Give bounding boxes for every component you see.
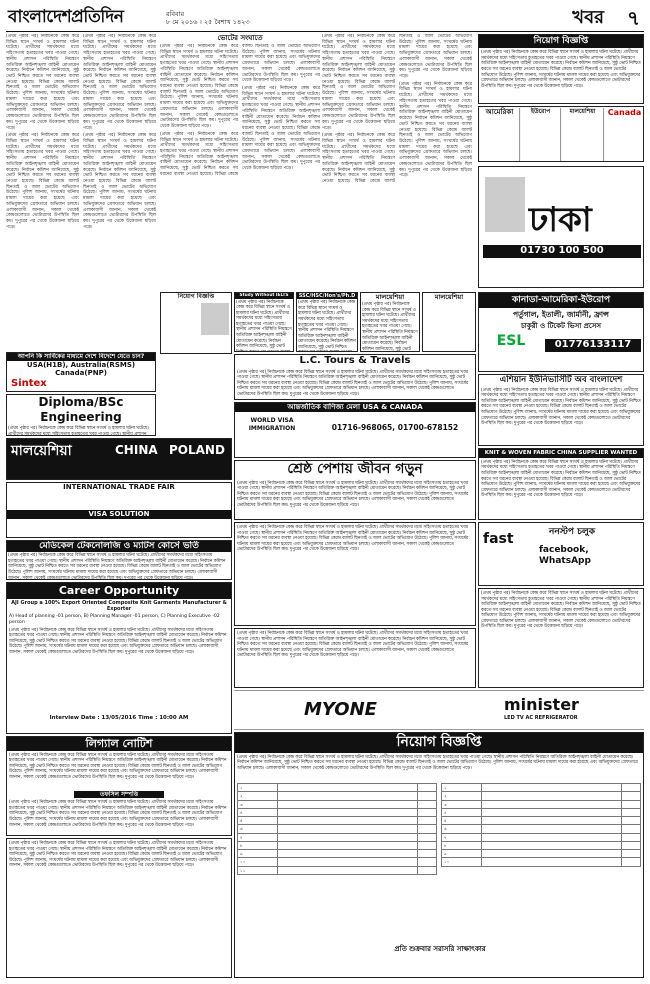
- career-body: (প্রথম পৃষ্ঠার পর) নির্বাচনকে কেন্দ্র করে বিভিন্ন স্থানে সংঘর্ষ ও হামলার ঘটনা ঘটেছে। প্রার্থীদের সমর্থকদের মধ্যে সহিংসতায় হতাহতের খবর পাওয়া গেছে। স্থানীয় প্রশাসন পরিস্থিতি নিয়ন্ত্রণে অতিরিক্ত আইনশৃঙ্খলা বাহিনী মোতায়েন করেছে। নির্বাচন কমিশন জানিয়েছে, সুষ্ঠু ভোট নিশ্চিত করতে সব ধরনের ব্যবস্থা নেওয়া হয়েছে। বিভিন্ন কেন্দ্রে ব্যালট ছিনতাই ও জাল ভোটের অভিযোগ উঠেছে। পুলিশ জানায়, সংঘর্ষের ঘটনায় মামলা দায়ের করা হয়েছে এবং অভিযুক্তদের গ্রেফতারে অভিযান চলছে। এলাকাবাসী জানান, সকাল থেকেই কেন্দ্রগুলোতে ভোটারদের উপস্থিতি ছিল কম। দুপুরের পর থেকে উত্তেজনা ছড়িয়ে পড়ে।: [237, 480, 469, 508]
- ssc-title: SSC/HSC/Hon's/Ph.D: [298, 293, 356, 299]
- ad-title: কানাডা-আমেরিকা-ইউরোপ: [479, 293, 643, 308]
- row-position: [482, 858, 621, 866]
- row-number: ৭: [442, 833, 482, 841]
- row-number: ১০: [238, 858, 278, 866]
- row-number: ১০: [442, 858, 482, 866]
- date: ৮ মে ২০১৬ । ২৫ বৈশাখ ১৪২৩: [166, 18, 250, 27]
- knit-body: (প্রথম পৃষ্ঠার পর) নির্বাচনকে কেন্দ্র করে বিভিন্ন স্থানে সংঘর্ষ ও হামলার ঘটনা ঘটেছে। প্রার্থীদের সমর্থকদের মধ্যে সহিংসতায় হতাহতের খবর পাওয়া গেছে। স্থানীয় প্রশাসন পরিস্থিতি নিয়ন্ত্রণে অতিরিক্ত আইনশৃঙ্খলা বাহিনী মোতায়েন করেছে। নির্বাচন কমিশন জানিয়েছে, সুষ্ঠু ভোট নিশ্চিত করতে সব ধরনের ব্যবস্থা নেওয়া হয়েছে। বিভিন্ন কেন্দ্রে ব্যালট ছিনতাই ও জাল ভোটের অভিযোগ উঠেছে। পুলিশ জানায়, সংঘর্ষের ঘটনায় মামলা দায়ের করা হয়েছে এবং অভিযুক্তদের গ্রেফতারে অভিযান চলছে। এলাকাবাসী জানান, সকাল থেকেই কেন্দ্রগুলোতে ভোটারদের উপস্থিতি ছিল কম। দুপুরের পর থেকে উত্তেজনা ছড়িয়ে পড়ে।: [481, 459, 641, 499]
- america-label: আমেরিকা: [485, 108, 514, 116]
- study-ad: [234, 292, 294, 352]
- row-number: ৮: [442, 841, 482, 849]
- table-row: [442, 858, 641, 866]
- row-number: ৪: [238, 808, 278, 816]
- row-position: [482, 833, 621, 841]
- article-text: (প্রথম পৃষ্ঠার পর) নির্বাচনকে কেন্দ্র করে বিভিন্ন স্থানে সংঘর্ষ ও হামলার ঘটনা ঘটেছে। প্রার্থীদের সমর্থকদের মধ্যে সহিংসতায় হতাহতের খবর পাওয়া গেছে। স্থানীয় প্রশাসন পরিস্থিতি নিয়ন্ত্রণে অতিরিক্ত আইনশৃঙ্খলা বাহিনী মোতায়েন করেছে। নির্বাচন কমিশন জানিয়েছে, সুষ্ঠু ভোট নিশ্চিত করতে সব ধরনের ব্যবস্থা নেওয়া হয়েছে। বিভিন্ন কেন্দ্রে ব্যালট ছিনতাই ও জাল ভোটের অভিযোগ উঠেছে। পুলিশ জানায়, সংঘর্ষের ঘটনায় মামলা দায়ের করা হয়েছে এবং অভিযুক্তদের গ্রেফতারে অভিযান চলছে। এলাকাবাসী জানান, সকাল থেকেই কেন্দ্রগুলোতে ভোটারদের উপস্থিতি ছিল কম। দুপুরের পর থেকে উত্তেজনা ছড়িয়ে পড়ে।: [242, 86, 320, 172]
- trade-fair-ad: [6, 482, 232, 538]
- row-position: [278, 825, 417, 833]
- job-table-left: [237, 783, 437, 875]
- minister-products: LED TV AC REFRIGERATOR: [504, 715, 578, 721]
- career-positions: A) Head of planning -01 person, B) Planning Manager -01 person, C) Planning Executive -02 person: [9, 614, 220, 625]
- article-text: (প্রথম পৃষ্ঠার পর) নির্বাচনকে কেন্দ্র করে বিভিন্ন স্থানে সংঘর্ষ ও হামলার ঘটনা ঘটেছে। প্রার্থীদের সমর্থকদের মধ্যে সহিংসতায় হতাহতের খবর পাওয়া গেছে। স্থানীয় প্রশাসন পরিস্থিতি নিয়ন্ত্রণে অতিরিক্ত আইনশৃঙ্খলা বাহিনী মোতায়েন করেছে। নির্বাচন কমিশন জানিয়েছে, সুষ্ঠু ভোট নিশ্চিত করতে সব ধরনের ব্যবস্থা নেওয়া হয়েছে। বিভিন্ন কেন্দ্রে ব্যালট ছিনতাই ও জাল ভোটের অভিযোগ উঠেছে। পুলিশ জানায়, সংঘর্ষের ঘটনায় মামলা দায়ের করা হয়েছে এবং অভিযুক্তদের গ্রেফতারে অভিযান চলছে। এলাকাবাসী জানান, সকাল থেকেই কেন্দ্রগুলোতে ভোটারদের উপস্থিতি ছিল কম। দুপুরের পর থেকে উত্তেজনা ছড়িয়ে পড়ে।: [6, 133, 79, 230]
- row-position: [482, 841, 621, 849]
- table-row: [442, 800, 641, 808]
- myone-logo: MYONE: [304, 699, 377, 720]
- career-body-2: (প্রথম পৃষ্ঠার পর) নির্বাচনকে কেন্দ্র করে বিভিন্ন স্থানে সংঘর্ষ ও হামলার ঘটনা ঘটেছে। প্রার্থীদের সমর্থকদের মধ্যে সহিংসতায় হতাহতের খবর পাওয়া গেছে। স্থানীয় প্রশাসন পরিস্থিতি নিয়ন্ত্রণে অতিরিক্ত আইনশৃঙ্খলা বাহিনী মোতায়েন করেছে। নির্বাচন কমিশন জানিয়েছে, সুষ্ঠু ভোট নিশ্চিত করতে সব ধরনের ব্যবস্থা নেওয়া হয়েছে। বিভিন্ন কেন্দ্রে ব্যালট ছিনতাই ও জাল ভোটের অভিযোগ উঠেছে। পুলিশ জানায়, সংঘর্ষের ঘটনায় মামলা দায়ের করা হয়েছে এবং অভিযুক্তদের গ্রেফতারে অভিযান চলছে। এলাকাবাসী জানান, সকাল থেকেই কেন্দ্রগুলোতে ভোটারদের উপস্থিতি ছিল কম। দুপুরের পর থেকে উত্তেজনা ছড়িয়ে পড়ে।: [9, 627, 227, 656]
- job-ad-photo: [160, 292, 232, 354]
- diploma-ad: [6, 394, 156, 436]
- row-number: ২: [442, 792, 482, 800]
- table-row: [238, 792, 437, 800]
- poland-label: POLAND: [169, 443, 225, 457]
- dhaka-ad: [478, 166, 644, 288]
- career-ad-center: [234, 460, 476, 520]
- row-salary: [417, 817, 436, 825]
- job-ad-top-right: [478, 34, 644, 104]
- table-row: [442, 808, 641, 816]
- table-row: [238, 850, 437, 858]
- lc-tours-ad: [234, 354, 476, 400]
- news-columns-left: [6, 34, 156, 350]
- medical-title: মেডিকেল টেকনোলজি ও ম্যাটস কোর্সে ভর্তি: [7, 541, 231, 552]
- ad-services: চাকুরী ও টিকেট ভিসা প্রসেস: [521, 321, 601, 330]
- row-salary: [621, 858, 640, 866]
- fast-net-ad: [478, 522, 644, 586]
- row-salary: [621, 800, 640, 808]
- row-position: [278, 800, 417, 808]
- row-salary: [621, 792, 640, 800]
- row-position: [482, 792, 621, 800]
- center-table-ad: [234, 628, 476, 688]
- day: রবিবার: [166, 10, 185, 18]
- row-number: ৮: [238, 841, 278, 849]
- row-number: ৯: [238, 850, 278, 858]
- center-bottom-body: (প্রথম পৃষ্ঠার পর) নির্বাচনকে কেন্দ্র করে বিভিন্ন স্থানে সংঘর্ষ ও হামলার ঘটনা ঘটেছে। প্রার্থীদের সমর্থকদের মধ্যে সহিংসতায় হতাহতের খবর পাওয়া গেছে। স্থানীয় প্রশাসন পরিস্থিতি নিয়ন্ত্রণে অতিরিক্ত আইনশৃঙ্খলা বাহিনী মোতায়েন করেছে। নির্বাচন কমিশন জানিয়েছে, সুষ্ঠু ভোট নিশ্চিত করতে সব ধরনের ব্যবস্থা নেওয়া হয়েছে। বিভিন্ন কেন্দ্রে ব্যালট ছিনতাই ও জাল ভোটের অভিযোগ উঠেছে। পুলিশ জানায়, সংঘর্ষের ঘটনায় মামলা দায়ের করা হয়েছে এবং অভিযুক্তদের গ্রেফতারে অভিযান চলছে। এলাকাবাসী জানান, সকাল থেকেই কেন্দ্রগুলোতে ভোটারদের উপস্থিতি ছিল কম। দুপুরের পর থেকে উত্তেজনা ছড়িয়ে পড়ে।: [237, 525, 469, 553]
- row-salary: [621, 833, 640, 841]
- row-salary: [417, 866, 436, 874]
- table-row: [442, 817, 641, 825]
- visa-ads-row: [478, 106, 644, 162]
- row-salary: [417, 792, 436, 800]
- row-number: ৭: [238, 833, 278, 841]
- canada-europe-ad: [478, 292, 644, 372]
- study-title: Study Without IELTS: [235, 293, 293, 299]
- table-row: [442, 784, 641, 792]
- usa-canada-title: আন্তর্জাতিক বাণিজ্য মেলা USA & CANADA: [235, 403, 475, 412]
- row-position: [482, 808, 621, 816]
- article-heading: ভোটের সংঘাতে: [217, 34, 263, 42]
- row-position: [482, 825, 621, 833]
- news-columns-center-right: [322, 34, 472, 288]
- study-body: (প্রথম পৃষ্ঠার পর) নির্বাচনকে কেন্দ্র করে বিভিন্ন স্থানে সংঘর্ষ ও হামলার ঘটনা ঘটেছে। প্রার্থীদের সমর্থকদের মধ্যে সহিংসতায় হতাহতের খবর পাওয়া গেছে। স্থানীয় প্রশাসন পরিস্থিতি নিয়ন্ত্রণে অতিরিক্ত আইনশৃঙ্খলা বাহিনী মোতায়েন করেছে। নির্বাচন কমিশন জানিয়েছে, সুষ্ঠু ভোট: [236, 299, 292, 350]
- europe-label: ইউরোপ: [530, 108, 551, 115]
- asian-body: (প্রথম পৃষ্ঠার পর) নির্বাচনকে কেন্দ্র করে বিভিন্ন স্থানে সংঘর্ষ ও হামলার ঘটনা ঘটেছে। প্রার্থীদের সমর্থকদের মধ্যে সহিংসতায় হতাহতের খবর পাওয়া গেছে। স্থানীয় প্রশাসন পরিস্থিতি নিয়ন্ত্রণে অতিরিক্ত আইনশৃঙ্খলা বাহিনী মোতায়েন করেছে। নির্বাচন কমিশন জানিয়েছে, সুষ্ঠু ভোট নিশ্চিত করতে সব ধরনের ব্যবস্থা নেওয়া হয়েছে। বিভিন্ন কেন্দ্রে ব্যালট ছিনতাই ও জাল ভোটের অভিযোগ উঠেছে। পুলিশ জানায়, সংঘর্ষের ঘটনায় মামলা দায়ের করা হয়েছে এবং অভিযুক্তদের গ্রেফতারে অভিযান চলছে। এলাকাবাসী জানান, সকাল থেকেই কেন্দ্রগুলোতে ভোটারদের উপস্থিতি ছিল কম। দুপুরের পর থেকে উত্তেজনা ছড়িয়ে পড়ে।: [481, 387, 641, 427]
- schedule-title: তফসিল সম্পত্তি: [74, 791, 164, 799]
- malaysia-ad-3: [422, 292, 476, 352]
- dhaka-phone: 01730 100 500: [483, 245, 641, 258]
- row-salary: [417, 858, 436, 866]
- job-requirements-ad: [478, 588, 644, 688]
- row-number: ৪: [442, 808, 482, 816]
- table-row: [238, 800, 437, 808]
- trade-fair-title: INTERNATIONAL TRADE FAIR: [63, 483, 175, 491]
- row-salary: [621, 784, 640, 792]
- page-number: ৭: [626, 6, 640, 30]
- row-salary: [621, 850, 640, 858]
- row-salary: [621, 841, 640, 849]
- requirements-body: (প্রথম পৃষ্ঠার পর) নির্বাচনকে কেন্দ্র করে বিভিন্ন স্থানে সংঘর্ষ ও হামলার ঘটনা ঘটেছে। প্রার্থীদের সমর্থকদের মধ্যে সহিংসতায় হতাহতের খবর পাওয়া গেছে। স্থানীয় প্রশাসন পরিস্থিতি নিয়ন্ত্রণে অতিরিক্ত আইনশৃঙ্খলা বাহিনী মোতায়েন করেছে। নির্বাচন কমিশন জানিয়েছে, সুষ্ঠু ভোট নিশ্চিত করতে সব ধরনের ব্যবস্থা নেওয়া হয়েছে। বিভিন্ন কেন্দ্রে ব্যালট ছিনতাই ও জাল ভোটের অভিযোগ উঠেছে। পুলিশ জানায়, সংঘর্ষের ঘটনায় মামলা দায়ের করা হয়েছে এবং অভিযুক্তদের গ্রেফতারে অভিযান চলছে। এলাকাবাসী জানান, সকাল থেকেই কেন্দ্রগুলোতে ভোটারদের উপস্থিতি ছিল কম। দুপুরের পর থেকে উত্তেজনা ছড়িয়ে পড়ে।: [481, 591, 641, 630]
- career-company: AJI Group a 100% Export Oriented Composite Knit Garments Manufacturer & Exporter: [11, 599, 227, 612]
- lc-title: L.C. Tours & Travels: [299, 355, 411, 366]
- row-salary: [621, 825, 640, 833]
- row-salary: [417, 841, 436, 849]
- dhaka-title: ঢাকা: [529, 200, 592, 240]
- fast-logo: fast: [483, 531, 514, 547]
- row-number: ৩: [442, 800, 482, 808]
- article-text: (প্রথম পৃষ্ঠার পর) নির্বাচনকে কেন্দ্র করে বিভিন্ন স্থানে সংঘর্ষ ও হামলার ঘটনা ঘটেছে। প্রার্থীদের সমর্থকদের মধ্যে সহিংসতায় হতাহতের খবর পাওয়া গেছে। স্থানীয় প্রশাসন পরিস্থিতি নিয়ন্ত্রণে অতিরিক্ত আইনশৃঙ্খলা বাহিনী মোতায়েন করেছে। নির্বাচন কমিশন জানিয়েছে, সুষ্ঠু ভোট নিশ্চিত করতে সব ধরনের ব্যবস্থা নেওয়া হয়েছে। বিভিন্ন কেন্দ্রে ব্যালট ছিনতাই ও জাল ভোটের অভিযোগ উঠেছে। পুলিশ জানায়, সংঘর্ষের ঘটনায় মামলা দায়ের করা হয়েছে এবং অভিযুক্তদের গ্রেফতারে অভিযান চলছে। এলাকাবাসী জানান, সকাল থেকেই কেন্দ্রগুলোতে ভোটারদের উপস্থিতি ছিল কম। দুপুরের পর থেকে উত্তেজনা ছড়িয়ে পড়ে।: [160, 44, 320, 177]
- knit-title: KNIT & WOVEN FABRIC CHINA SUPPLIER WANTED: [479, 449, 643, 458]
- medical-body: (প্রথম পৃষ্ঠার পর) নির্বাচনকে কেন্দ্র করে বিভিন্ন স্থানে সংঘর্ষ ও হামলার ঘটনা ঘটেছে। প্রার্থীদের সমর্থকদের মধ্যে সহিংসতায় হতাহতের খবর পাওয়া গেছে। স্থানীয় প্রশাসন পরিস্থিতি নিয়ন্ত্রণে অতিরিক্ত আইনশৃঙ্খলা বাহিনী মোতায়েন করেছে। নির্বাচন কমিশন জানিয়েছে, সুষ্ঠু ভোট নিশ্চিত করতে সব ধরনের ব্যবস্থা নেওয়া হয়েছে। বিভিন্ন কেন্দ্রে ব্যালট ছিনতাই ও জাল ভোটের অভিযোগ উঠেছে। পুলিশ জানায়, সংঘর্ষের ঘটনায় মামলা দায়ের করা হয়েছে এবং অভিযুক্তদের গ্রেফতারে অভিযান চলছে। এলাকাবাসী জানান, সকাল থেকেই কেন্দ্রগুলোতে ভোটারদের উপস্থিতি ছিল কম। দুপুরের পর থেকে উত্তেজনা ছড়িয়ে পড়ে।: [8, 553, 226, 580]
- row-number: ৫: [238, 817, 278, 825]
- table-row: [442, 850, 641, 858]
- table-row: [238, 784, 437, 792]
- china-label: CHINA: [115, 443, 158, 457]
- row-position: [482, 817, 621, 825]
- row-position: [278, 817, 417, 825]
- table-row: [442, 825, 641, 833]
- job-title-2: নিয়োগ বিজ্ঞপ্তি: [177, 293, 215, 300]
- row-salary: [621, 817, 640, 825]
- table-row: [238, 825, 437, 833]
- row-salary: [417, 784, 436, 792]
- row-number: ৯: [442, 850, 482, 858]
- row-number: ১: [238, 784, 278, 792]
- job-ad-title: নিয়োগ বিজ্ঞপ্তি: [479, 35, 643, 48]
- row-number: ১: [442, 784, 482, 792]
- masthead: [6, 6, 644, 32]
- row-salary: [417, 800, 436, 808]
- row-number: ৬: [442, 825, 482, 833]
- row-position: [278, 808, 417, 816]
- lc-body: (প্রথম পৃষ্ঠার পর) নির্বাচনকে কেন্দ্র করে বিভিন্ন স্থানে সংঘর্ষ ও হামলার ঘটনা ঘটেছে। প্রার্থীদের সমর্থকদের মধ্যে সহিংসতায় হতাহতের খবর পাওয়া গেছে। স্থানীয় প্রশাসন পরিস্থিতি নিয়ন্ত্রণে অতিরিক্ত আইনশৃঙ্খলা বাহিনী মোতায়েন করেছে। নির্বাচন কমিশন জানিয়েছে, সুষ্ঠু ভোট নিশ্চিত করতে সব ধরনের ব্যবস্থা নেওয়া হয়েছে। বিভিন্ন কেন্দ্রে ব্যালট ছিনতাই ও জাল ভোটের অভিযোগ উঠেছে। পুলিশ জানায়, সংঘর্ষের ঘটনায় মামলা দায়ের করা হয়েছে এবং অভিযুক্তদের গ্রেফতারে অভিযান চলছে। এলাকাবাসী জানান, সকাল থেকেই কেন্দ্রগুলোতে ভোটারদের উপস্থিতি ছিল কম। দুপুরের পর থেকে উত্তেজনা ছড়িয়ে পড়ে।: [237, 369, 469, 397]
- diploma-title: Diploma/BSc Engineering: [38, 395, 124, 424]
- article-text: (প্রথম পৃষ্ঠার পর) নির্বাচনকে কেন্দ্র করে বিভিন্ন স্থানে সংঘর্ষ ও হামলার ঘটনা ঘটেছে। প্রার্থীদের সমর্থকদের মধ্যে সহিংসতায় হতাহতের খবর পাওয়া গেছে। স্থানীয় প্রশাসন পরিস্থিতি নিয়ন্ত্রণে অতিরিক্ত আইনশৃঙ্খলা বাহিনী মোতায়েন করেছে। নির্বাচন কমিশন জানিয়েছে, সুষ্ঠু ভোট নিশ্চিত করতে সব ধরনের ব্যবস্থা নেওয়া হয়েছে। বিভিন্ন কেন্দ্রে ব্যালট ছিনতাই ও জাল ভোটের অভিযোগ উঠেছে। পুলিশ জানায়, সংঘর্ষের ঘটনায় মামলা দায়ের করা হয়েছে এবং অভিযুক্তদের গ্রেফতারে অভিযান চলছে। এলাকাবাসী জানান, সকাল থেকেই কেন্দ্রগুলোতে ভোটারদের উপস্থিতি ছিল কম। দুপুরের পর থেকে উত্তেজনা ছড়িয়ে পড়ে।: [83, 133, 156, 230]
- asian-university-ad: [478, 374, 644, 446]
- row-position: [482, 784, 621, 792]
- bottom-job-intro: (প্রথম পৃষ্ঠার পর) নির্বাচনকে কেন্দ্র করে বিভিন্ন স্থানে সংঘর্ষ ও হামলার ঘটনা ঘটেছে। প্রার্থীদের সমর্থকদের মধ্যে সহিংসতায় হতাহতের খবর পাওয়া গেছে। স্থানীয় প্রশাসন পরিস্থিতি নিয়ন্ত্রণে অতিরিক্ত আইনশৃঙ্খলা বাহিনী মোতায়েন করেছে। নির্বাচন কমিশন জানিয়েছে, সুষ্ঠু ভোট নিশ্চিত করতে সব ধরনের ব্যবস্থা নেওয়া হয়েছে। বিভিন্ন কেন্দ্রে ব্যালট ছিনতাই ও জাল ভোটের অভিযোগ উঠেছে। পুলিশ জানায়, সংঘর্ষের ঘটনায় মামলা দায়ের করা হয়েছে এবং অভিযুক্তদের গ্রেফতারে অভিযান চলছে। এলাকাবাসী জানান, সকাল থেকেই কেন্দ্রগুলোতে ভোটারদের উপস্থিতি ছিল কম। দুপুরের পর থেকে উত্তেজনা ছড়িয়ে পড়ে।: [237, 754, 638, 771]
- career-title: শ্রেষ্ঠ পেশায় জীবন গড়ুন: [287, 461, 423, 477]
- section-name: খবর: [572, 7, 604, 28]
- person-photo: [485, 177, 525, 232]
- usa-subtitle: USA(H1B), Australia(RSMS) Canada(PNP): [26, 360, 136, 378]
- ad-countries: পর্তুগাল, ইতালী, জার্মানী, ফ্রান্স: [513, 310, 609, 320]
- table-row: [442, 833, 641, 841]
- article-text: (প্রথম পৃষ্ঠার পর) নির্বাচনকে কেন্দ্র করে বিভিন্ন স্থানে সংঘর্ষ ও হামলার ঘটনা ঘটেছে। প্রার্থীদের সমর্থকদের মধ্যে সহিংসতায় হতাহতের খবর পাওয়া গেছে। স্থানীয় প্রশাসন পরিস্থিতি নিয়ন্ত্রণে অতিরিক্ত আইনশৃঙ্খলা বাহিনী মোতায়েন করেছে। নির্বাচন কমিশন জানিয়েছে, সুষ্ঠু ভোট নিশ্চিত করতে সব ধরনের ব্যবস্থা নেওয়া হয়েছে। বিভিন্ন কেন্দ্রে ব্যালট ছিনতাই ও জাল ভোটের অভিযোগ উঠেছে। পুলিশ জানায়, সংঘর্ষের ঘটনায় মামলা দায়ের করা হয়েছে এবং অভিযুক্তদের গ্রেফতারে অভিযান চলছে। এলাকাবাসী জানান, সকাল থেকেই কেন্দ্রগুলোতে ভোটারদের উপস্থিতি ছিল কম। দুপুরের পর থেকে উত্তেজনা ছড়িয়ে পড়ে।: [6, 34, 79, 131]
- center-table-body: (প্রথম পৃষ্ঠার পর) নির্বাচনকে কেন্দ্র করে বিভিন্ন স্থানে সংঘর্ষ ও হামলার ঘটনা ঘটেছে। প্রার্থীদের সমর্থকদের মধ্যে সহিংসতায় হতাহতের খবর পাওয়া গেছে। স্থানীয় প্রশাসন পরিস্থিতি নিয়ন্ত্রণে অতিরিক্ত আইনশৃঙ্খলা বাহিনী মোতায়েন করেছে। নির্বাচন কমিশন জানিয়েছে, সুষ্ঠু ভোট নিশ্চিত করতে সব ধরনের ব্যবস্থা নেওয়া হয়েছে। বিভিন্ন কেন্দ্রে ব্যালট ছিনতাই ও জাল ভোটের অভিযোগ উঠেছে। পুলিশ জানায়, সংঘর্ষের ঘটনায় মামলা দায়ের করা হয়েছে এবং অভিযুক্তদের গ্রেফতারে অভিযান চলছে। এলাকাবাসী জানান, সকাল থেকেই কেন্দ্রগুলোতে ভোটারদের উপস্থিতি ছিল কম। দুপুরের পর থেকে উত্তেজনা ছড়িয়ে পড়ে।: [237, 631, 469, 659]
- row-salary: [417, 833, 436, 841]
- world-visa: WORLD VISA IMMIGRATION: [248, 417, 296, 432]
- diploma-body: (প্রথম পৃষ্ঠার পর) নির্বাচনকে কেন্দ্র করে বিভিন্ন স্থানে সংঘর্ষ ও হামলার ঘটনা ঘটেছে। প্রার্থীদের সমর্থকদের মধ্যে সহিংসতায় হতাহতের খবর পাওয়া গেছে। স্থানীয় প্রশাসন: [8, 426, 149, 436]
- row-number: ২: [238, 792, 278, 800]
- malaysia-china-poland-ad: [6, 438, 232, 480]
- bottom-job-ad: [234, 732, 644, 978]
- esl-logo: ESL: [496, 333, 526, 349]
- job-table-right: [441, 783, 641, 867]
- knit-supplier-ad: [478, 448, 644, 520]
- row-position: [278, 784, 417, 792]
- row-salary: [417, 808, 436, 816]
- row-position: [278, 866, 417, 874]
- asian-title: এশিয়ান ইউনিভার্সিটি অব বাংলাদেশ: [499, 375, 623, 385]
- row-position: [278, 792, 417, 800]
- row-number: ১১: [238, 866, 278, 874]
- article-text: (প্রথম পৃষ্ঠার পর) নির্বাচনকে কেন্দ্র করে বিভিন্ন স্থানে সংঘর্ষ ও হামলার ঘটনা ঘটেছে। প্রার্থীদের সমর্থকদের মধ্যে সহিংসতায় হতাহতের খবর পাওয়া গেছে। স্থানীয় প্রশাসন পরিস্থিতি নিয়ন্ত্রণে অতিরিক্ত আইনশৃঙ্খলা বাহিনী মোতায়েন করেছে। নির্বাচন কমিশন জানিয়েছে, সুষ্ঠু ভোট নিশ্চিত করতে সব ধরনের ব্যবস্থা নেওয়া হয়েছে। বিভিন্ন কেন্দ্রে ব্যালট ছিনতাই ও জাল ভোটের অভিযোগ উঠেছে। পুলিশ জানায়, সংঘর্ষের ঘটনায় মামলা দায়ের করা হয়েছে এবং অভিযুক্তদের গ্রেফতারে অভিযান চলছে। এলাকাবাসী জানান, সকাল থেকেই কেন্দ্রগুলোতে ভোটারদের উপস্থিতি ছিল কম। দুপুরের পর থেকে উত্তেজনা ছড়িয়ে পড়ে।: [160, 44, 238, 130]
- schedule-body: (প্রথম পৃষ্ঠার পর) নির্বাচনকে কেন্দ্র করে বিভিন্ন স্থানে সংঘর্ষ ও হামলার ঘটনা ঘটেছে। প্রার্থীদের সমর্থকদের মধ্যে সহিংসতায় হতাহতের খবর পাওয়া গেছে। স্থানীয় প্রশাসন পরিস্থিতি নিয়ন্ত্রণে অতিরিক্ত আইনশৃঙ্খলা বাহিনী মোতায়েন করেছে। নির্বাচন কমিশন জানিয়েছে, সুষ্ঠু ভোট নিশ্চিত করতে সব ধরনের ব্যবস্থা নেওয়া হয়েছে। বিভিন্ন কেন্দ্রে ব্যালট ছিনতাই ও জাল ভোটের অভিযোগ উঠেছে। পুলিশ জানায়, সংঘর্ষের ঘটনায় মামলা দায়ের করা হয়েছে এবং অভিযুক্তদের গ্রেফতারে অভিযান চলছে। এলাকাবাসী জানান, সকাল থেকেই কেন্দ্রগুলোতে ভোটারদের উপস্থিতি ছিল কম। দুপুরের পর থেকে উত্তেজনা ছড়িয়ে পড়ে।: [9, 800, 227, 828]
- article-text: (প্রথম পৃষ্ঠার পর) নির্বাচনকে কেন্দ্র করে বিভিন্ন স্থানে সংঘর্ষ ও হামলার ঘটনা ঘটেছে। প্রার্থীদের সমর্থকদের মধ্যে সহিংসতায় হতাহতের খবর পাওয়া গেছে। স্থানীয় প্রশাসন পরিস্থিতি নিয়ন্ত্রণে অতিরিক্ত আইনশৃঙ্খলা বাহিনী মোতায়েন করেছে। নির্বাচন কমিশন জানিয়েছে, সুষ্ঠু ভোট নিশ্চিত করতে সব ধরনের ব্যবস্থা নেওয়া হয়েছে। বিভিন্ন কেন্দ্রে ব্যালট ছিনতাই ও জাল ভোটের অভিযোগ উঠেছে। পুলিশ জানায়, সংঘর্ষের ঘটনায় মামলা দায়ের করা হয়েছে এবং অভিযুক্তদের গ্রেফতারে অভিযান চলছে। এলাকাবাসী জানান, সকাল থেকেই কেন্দ্রগুলোতে ভোটারদের উপস্থিতি ছিল কম। দুপুরের পর থেকে উত্তেজনা ছড়িয়ে পড়ে।: [322, 34, 395, 131]
- row-number: ৩: [238, 800, 278, 808]
- newspaper-logo: বাংলাদেশপ্রতিদিন: [8, 7, 124, 27]
- row-position: [278, 850, 417, 858]
- malaysia-title: মালয়েশিয়া: [375, 293, 405, 301]
- table-row: [238, 817, 437, 825]
- row-salary: [417, 825, 436, 833]
- malaysia-body: (প্রথম পৃষ্ঠার পর) নির্বাচনকে কেন্দ্র করে বিভিন্ন স্থানে সংঘর্ষ ও হামলার ঘটনা ঘটেছে। প্রার্থীদের সমর্থকদের মধ্যে সহিংসতায় হতাহতের খবর পাওয়া গেছে। স্থানীয় প্রশাসন পরিস্থিতি নিয়ন্ত্রণে অতিরিক্ত আইনশৃঙ্খলা বাহিনী মোতায়েন করেছে। নির্বাচন কমিশন জানিয়েছে, সুষ্ঠু ভোট: [362, 302, 418, 352]
- usa-phone: 01716-968065, 01700-678152: [331, 423, 459, 432]
- person-photo-2: [201, 303, 229, 335]
- facebook-text: facebook, WhatsApp: [539, 545, 591, 567]
- nonstop-text: ননস্টপ চলুক: [549, 527, 596, 537]
- malaysia-big: মালয়েশিয়া: [11, 443, 72, 459]
- ssc-body: (প্রথম পৃষ্ঠার পর) নির্বাচনকে কেন্দ্র করে বিভিন্ন স্থানে সংঘর্ষ ও হামলার ঘটনা ঘটেছে। প্রার্থীদের সমর্থকদের মধ্যে সহিংসতায় হতাহতের খবর পাওয়া গেছে। স্থানীয় প্রশাসন পরিস্থিতি নিয়ন্ত্রণে অতিরিক্ত আইনশৃঙ্খলা বাহিনী মোতায়েন করেছে। নির্বাচন কমিশন জানিয়েছে, সুষ্ঠু ভোট নিশ্চিত: [298, 300, 356, 350]
- row-position: [278, 858, 417, 866]
- article-text: (প্রথম পৃষ্ঠার পর) নির্বাচনকে কেন্দ্র করে বিভিন্ন স্থানে সংঘর্ষ ও হামলার ঘটনা ঘটেছে। প্রার্থীদের সমর্থকদের মধ্যে সহিংসতায় হতাহতের খবর পাওয়া গেছে। স্থানীয় প্রশাসন পরিস্থিতি নিয়ন্ত্রণে অতিরিক্ত আইনশৃঙ্খলা বাহিনী মোতায়েন করেছে। নির্বাচন কমিশন জানিয়েছে, সুষ্ঠু ভোট নিশ্চিত করতে সব ধরনের ব্যবস্থা নেওয়া হয়েছে। বিভিন্ন কেন্দ্রে ব্যালট ছিনতাই ও জাল ভোটের অভিযোগ উঠেছে। পুলিশ জানায়, সংঘর্ষের ঘটনায় মামলা দায়ের করা হয়েছে এবং অভিযুক্তদের গ্রেফতারে অভিযান চলছে। এলাকাবাসী জানান, সকাল থেকেই কেন্দ্রগুলোতে ভোটারদের উপস্থিতি ছিল কম। দুপুরের পর থেকে উত্তেজনা ছড়িয়ে পড়ে।: [399, 81, 472, 179]
- row-salary: [417, 850, 436, 858]
- malaysia-ad-2: [360, 292, 420, 352]
- medical-ad: [6, 540, 232, 580]
- legal-body: (প্রথম পৃষ্ঠার পর) নির্বাচনকে কেন্দ্র করে বিভিন্ন স্থানে সংঘর্ষ ও হামলার ঘটনা ঘটেছে। প্রার্থীদের সমর্থকদের মধ্যে সহিংসতায় হতাহতের খবর পাওয়া গেছে। স্থানীয় প্রশাসন পরিস্থিতি নিয়ন্ত্রণে অতিরিক্ত আইনশৃঙ্খলা বাহিনী মোতায়েন করেছে। নির্বাচন কমিশন জানিয়েছে, সুষ্ঠু ভোট নিশ্চিত করতে সব ধরনের ব্যবস্থা নেওয়া হয়েছে। বিভিন্ন কেন্দ্রে ব্যালট ছিনতাই ও জাল ভোটের অভিযোগ উঠেছে। পুলিশ জানায়, সংঘর্ষের ঘটনায় মামলা দায়ের করা হয়েছে এবং অভিযুক্তদের গ্রেফতারে অভিযান চলছে। এলাকাবাসী জানান, সকাল থেকেই কেন্দ্রগুলোতে ভোটারদের উপস্থিতি ছিল কম। দুপুরের পর থেকে উত্তেজনা ছড়িয়ে পড়ে।: [9, 752, 227, 781]
- row-number: ৫: [442, 817, 482, 825]
- career-opportunity-ad: [6, 582, 232, 734]
- usa-ad: [6, 352, 156, 392]
- address-block: [6, 838, 232, 978]
- article-text: (প্রথম পৃষ্ঠার পর) নির্বাচনকে কেন্দ্র করে বিভিন্ন স্থানে সংঘর্ষ ও হামলার ঘটনা ঘটেছে। প্রার্থীদের সমর্থকদের মধ্যে সহিংসতায় হতাহতের খবর পাওয়া গেছে। স্থানীয় প্রশাসন পরিস্থিতি নিয়ন্ত্রণে অতিরিক্ত আইনশৃঙ্খলা বাহিনী মোতায়েন করেছে। নির্বাচন কমিশন জানিয়েছে, সুষ্ঠু ভোট নিশ্চিত করতে সব ধরনের ব্যবস্থা নেওয়া হয়েছে। বিভিন্ন কেন্দ্রে ব্যালট ছিনতাই ও জাল ভোটের অভিযোগ উঠেছে। পুলিশ জানায়, সংঘর্ষের ঘটনায় মামলা দায়ের করা হয়েছে এবং অভিযুক্তদের গ্রেফতারে অভিযান চলছে। এলাকাবাসী জানান, সকাল থেকেই কেন্দ্রগুলোতে ভোটারদের উপস্থিতি ছিল কম। দুপুরের পর থেকে উত্তেজনা ছড়িয়ে পড়ে।: [83, 34, 156, 131]
- date-block: [166, 10, 250, 27]
- malaysia-title-2: মালয়েশিয়া: [434, 293, 464, 301]
- center-bottom-ad: [234, 522, 476, 626]
- address-body: (প্রথম পৃষ্ঠার পর) নির্বাচনকে কেন্দ্র করে বিভিন্ন স্থানে সংঘর্ষ ও হামলার ঘটনা ঘটেছে। প্রার্থীদের সমর্থকদের মধ্যে সহিংসতায় হতাহতের খবর পাওয়া গেছে। স্থানীয় প্রশাসন পরিস্থিতি নিয়ন্ত্রণে অতিরিক্ত আইনশৃঙ্খলা বাহিনী মোতায়েন করেছে। নির্বাচন কমিশন জানিয়েছে, সুষ্ঠু ভোট নিশ্চিত করতে সব ধরনের ব্যবস্থা নেওয়া হয়েছে। বিভিন্ন কেন্দ্রে ব্যালট ছিনতাই ও জাল ভোটের অভিযোগ উঠেছে। পুলিশ জানায়, সংঘর্ষের ঘটনায় মামলা দায়ের করা হয়েছে এবং অভিযুক্তদের গ্রেফতারে অভিযান চলছে। এলাকাবাসী জানান, সকাল থেকেই কেন্দ্রগুলোতে ভোটারদের উপস্থিতি ছিল কম। দুপুরের পর থেকে উত্তেজনা ছড়িয়ে পড়ে।: [9, 841, 227, 869]
- bottom-note: প্রতি শুক্রবার সরাসরি সাক্ষাৎকার: [394, 945, 486, 953]
- canada-label: Canada: [607, 108, 642, 117]
- news-columns-center: [160, 44, 320, 288]
- usa-canada-ad: [234, 402, 476, 458]
- visa-solution: VISA SOLUTION: [7, 510, 231, 519]
- row-number: ৬: [238, 825, 278, 833]
- sintex-logo: Sintex: [11, 378, 47, 389]
- row-position: [482, 800, 621, 808]
- esl-phone: 01776133117: [545, 339, 641, 352]
- minister-logo: minister: [504, 695, 579, 714]
- career-opportunity-title: Career Opportunity: [7, 583, 231, 599]
- job-ad-body: (প্রথম পৃষ্ঠার পর) নির্বাচনকে কেন্দ্র করে বিভিন্ন স্থানে সংঘর্ষ ও হামলার ঘটনা ঘটেছে। প্রার্থীদের সমর্থকদের মধ্যে সহিংসতায় হতাহতের খবর পাওয়া গেছে। স্থানীয় প্রশাসন পরিস্থিতি নিয়ন্ত্রণে অতিরিক্ত আইনশৃঙ্খলা বাহিনী মোতায়েন করেছে। নির্বাচন কমিশন জানিয়েছে, সুষ্ঠু ভোট নিশ্চিত করতে সব ধরনের ব্যবস্থা নেওয়া হয়েছে। বিভিন্ন কেন্দ্রে ব্যালট ছিনতাই ও জাল ভোটের অভিযোগ উঠেছে। পুলিশ জানায়, সংঘর্ষের ঘটনায় মামলা দায়ের করা হয়েছে এবং অভিযুক্তদের গ্রেফতারে অভিযান চলছে। এলাকাবাসী জানান, সকাল থেকেই কেন্দ্রগুলোতে ভোটারদের উপস্থিতি ছিল কম। দুপুরের পর থেকে উত্তেজনা ছড়িয়ে পড়ে।: [481, 50, 641, 89]
- legal-title: লিগ্যাল নোটিশ: [7, 737, 231, 751]
- table-row: [442, 792, 641, 800]
- row-salary: [621, 808, 640, 816]
- table-row: [238, 866, 437, 874]
- row-position: [482, 850, 621, 858]
- usa-title: আপনি কি সার্বিকের মাধ্যমে দেশে বিদেশে যেতে চান?: [7, 353, 155, 361]
- row-position: [278, 833, 417, 841]
- bottom-job-title: নিয়োগ বিজ্ঞপ্তি: [235, 733, 643, 753]
- table-row: [238, 808, 437, 816]
- brand-banner: [234, 690, 644, 730]
- table-row: [238, 841, 437, 849]
- malaysia-label: মালয়েশিয়া: [569, 108, 596, 115]
- row-position: [278, 841, 417, 849]
- interview-date: Interview Date : 13/05/2016 Time : 10:00 AM: [49, 714, 189, 721]
- table-row: [238, 833, 437, 841]
- table-row: [238, 858, 437, 866]
- legal-notice: [6, 736, 232, 836]
- article-text: (প্রথম পৃষ্ঠার পর) নির্বাচনকে কেন্দ্র করে বিভিন্ন স্থানে সংঘর্ষ ও হামলার ঘটনা ঘটেছে। প্রার্থীদের সমর্থকদের মধ্যে সহিংসতায় হতাহতের খবর পাওয়া গেছে। স্থানীয় প্রশাসন পরিস্থিতি নিয়ন্ত্রণে অতিরিক্ত আইনশৃঙ্খলা বাহিনী মোতায়েন করেছে। নির্বাচন কমিশন জানিয়েছে, সুষ্ঠু ভোট নিশ্চিত করতে সব ধরনের ব্যবস্থা নেওয়া হয়েছে। বিভিন্ন কেন্দ্রে ব্যালট ছিনতাই ও জাল ভোটের অভিযোগ উঠেছে। পুলিশ জানায়, সংঘর্ষের ঘটনায় মামলা দায়ের করা হয়েছে এবং অভিযুক্তদের গ্রেফতারে অভিযান চলছে। এলাকাবাসী জানান, সকাল থেকেই কেন্দ্রগুলোতে ভোটারদের উপস্থিতি ছিল কম। দুপুরের পর থেকে উত্তেজনা ছড়িয়ে পড়ে।: [322, 34, 472, 184]
- table-row: [442, 841, 641, 849]
- ssc-ad: [296, 292, 358, 352]
